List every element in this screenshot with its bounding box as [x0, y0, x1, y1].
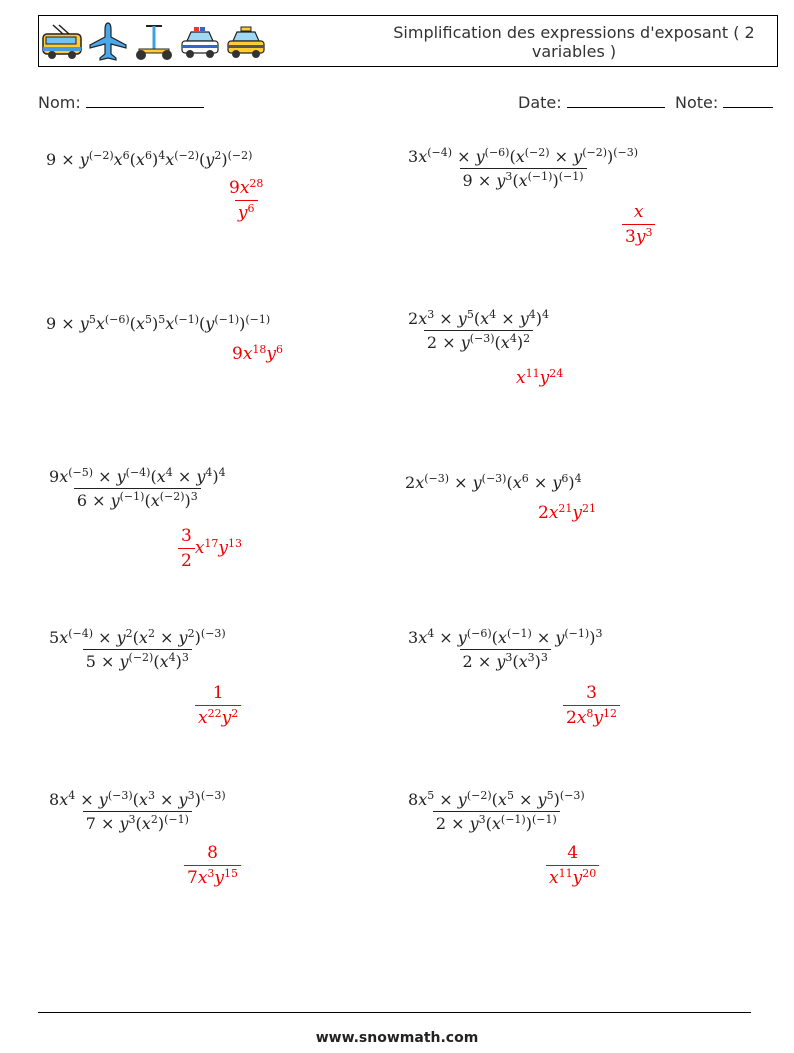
problem-8: $\frac{3x^4 \times y^{(-6)}(x^{(-1)} \times y^{(-1)})^3}{2 \times y^3(x^3)^3}$	[408, 627, 603, 671]
answer-6: $2x^{21}y^{21}$	[538, 502, 597, 523]
problem-4: $\frac{2x^3 \times y^5(x^4 \times y^4)^4}{2 \times y^{(-3)}(x^4)^2}$	[408, 308, 549, 352]
airplane-icon	[87, 21, 129, 63]
problem-10: $\frac{8x^5 \times y^{(-2)}(x^5 \times y^5)^{(-3)}}{2 \times y^3(x^{(-1)})^{(-1)}}$	[408, 789, 585, 833]
grade-label: Note:	[675, 93, 719, 112]
taxi-icon	[225, 21, 267, 63]
problem-2: $\frac{3x^{(-4)} \times y^{(-6)}(x^{(-2)} \times y^{(-2)})^{(-3)}}{9 \times y^3(x^{(-1)})^{(-1)}}$	[408, 146, 639, 190]
police-car-icon	[179, 21, 221, 63]
answer-8: $\frac{3}{2x^8y^{12}}$	[563, 683, 620, 728]
answer-9: $\frac{8}{7x^3y^{15}}$	[184, 843, 241, 888]
answer-5: $\frac{3}{2}$ $x^{17}y^{13}$	[178, 526, 242, 571]
date-label: Date:	[518, 93, 562, 112]
date-field[interactable]	[518, 93, 665, 112]
answer-4: $x^{11}y^{24}$	[516, 367, 564, 388]
grade-field[interactable]	[675, 93, 773, 112]
answer-2: $\frac{x}{3y^3}$	[622, 202, 655, 247]
trolleybus-icon	[41, 21, 83, 63]
header-icons	[41, 20, 267, 64]
date-blank[interactable]	[567, 93, 665, 108]
worksheet-title: Simplification des expressions d'exposant ( 2 variables )	[393, 23, 755, 61]
problem-3: $9 \times y^5x^{(-6)}(x^5)^5x^{(-1)}(y^{(-1)})^{(-1)}$	[46, 313, 271, 333]
grade-blank[interactable]	[723, 93, 773, 108]
problem-7: $\frac{5x^{(-4)} \times y^2(x^2 \times y^2)^{(-3)}}{5 \times y^{(-2)}(x^4)^3}$	[49, 627, 226, 671]
footer-divider	[38, 1012, 751, 1013]
answer-7: $\frac{1}{x^{22}y^2}$	[195, 683, 241, 728]
problem-6: $2x^{(-3)} \times y^{(-3)}(x^6 \times y^6)^4$	[405, 472, 582, 492]
footer-website[interactable]: www.snowmath.com	[315, 1030, 479, 1046]
name-blank[interactable]	[86, 93, 204, 108]
answer-10: $\frac{4}{x^{11}y^{20}}$	[546, 843, 599, 888]
name-field[interactable]	[38, 93, 204, 112]
answer-1: $\frac{9x^{28}}{y^6}$	[229, 177, 264, 223]
scooter-icon	[133, 21, 175, 63]
problem-1: $9 \times y^{(-2)}x^6(x^6)^4x^{(-2)}(y^2)^{(-2)}$	[46, 149, 253, 169]
worksheet-header	[38, 15, 778, 67]
problem-9: $\frac{8x^4 \times y^{(-3)}(x^3 \times y^3)^{(-3)}}{7 \times y^3(x^2)^{(-1)}}$	[49, 789, 226, 833]
answer-3: $9x^{18}y^6$	[232, 343, 284, 364]
name-label: Nom:	[38, 93, 81, 112]
problem-5: $\frac{9x^{(-5)} \times y^{(-4)}(x^4 \times y^4)^4}{6 \times y^{(-1)}(x^{(-2)})^3}$	[49, 466, 226, 510]
